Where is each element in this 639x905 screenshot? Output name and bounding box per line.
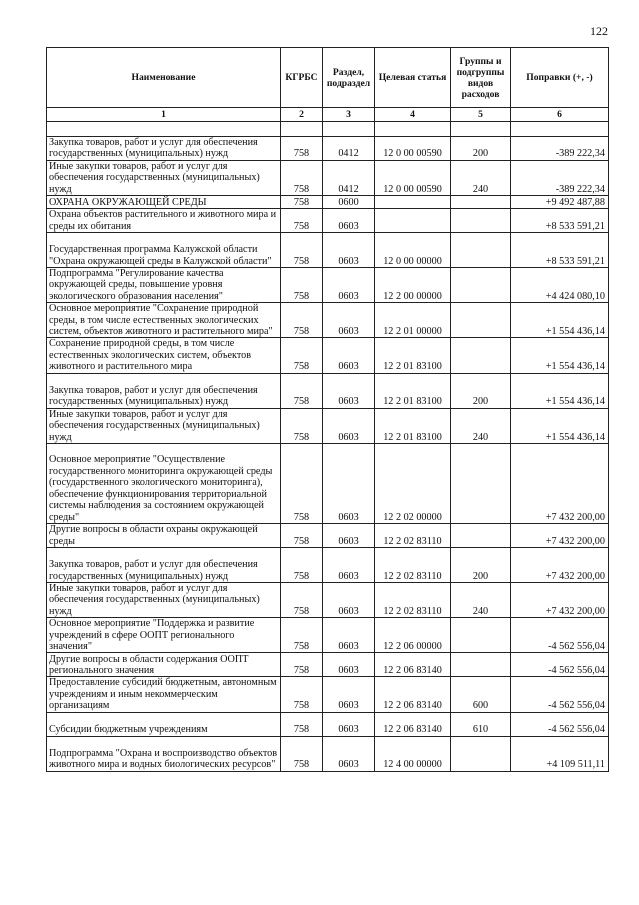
column-number: 1 — [47, 108, 281, 122]
row-target: 12 2 06 83140 — [375, 677, 451, 712]
table-row — [47, 408, 609, 443]
row-section: 0603 — [323, 373, 375, 408]
row-section: 0603 — [323, 547, 375, 582]
row-group — [451, 122, 511, 137]
row-group: 240 — [451, 160, 511, 195]
row-amount: +1 554 436,14 — [511, 303, 609, 338]
table-row — [47, 712, 609, 736]
row-kgrbs: 758 — [281, 303, 323, 338]
row-section: 0603 — [323, 408, 375, 443]
row-group: 600 — [451, 677, 511, 712]
row-group — [451, 653, 511, 677]
row-section: 0412 — [323, 137, 375, 161]
row-target: 12 2 02 83110 — [375, 523, 451, 547]
row-kgrbs: 758 — [281, 582, 323, 617]
row-group — [451, 196, 511, 209]
row-section: 0603 — [323, 653, 375, 677]
row-target: 12 2 02 83110 — [375, 547, 451, 582]
table-row — [47, 677, 609, 712]
table-row — [47, 373, 609, 408]
row-section: 0603 — [323, 209, 375, 233]
row-group — [451, 303, 511, 338]
row-section: 0603 — [323, 523, 375, 547]
header-section: Раздел, подраздел — [323, 48, 375, 108]
row-kgrbs: 758 — [281, 443, 323, 523]
table-row — [47, 618, 609, 653]
header-amendments: Поправки (+, -) — [511, 48, 609, 108]
table-row — [47, 443, 609, 523]
row-target: 12 2 01 00000 — [375, 303, 451, 338]
row-group — [451, 736, 511, 771]
row-kgrbs: 758 — [281, 160, 323, 195]
row-section: 0603 — [323, 618, 375, 653]
row-amount: +9 492 487,88 — [511, 196, 609, 209]
row-target: 12 2 02 00000 — [375, 443, 451, 523]
row-amount: +7 432 200,00 — [511, 547, 609, 582]
row-kgrbs: 758 — [281, 618, 323, 653]
row-group: 610 — [451, 712, 511, 736]
row-amount: +8 533 591,21 — [511, 233, 609, 268]
table-row — [47, 209, 609, 233]
row-kgrbs: 758 — [281, 209, 323, 233]
row-amount: -389 222,34 — [511, 137, 609, 161]
header-groups: Группы и подгруппы видов расходов — [451, 48, 511, 108]
column-number: 5 — [451, 108, 511, 122]
table-row — [47, 736, 609, 771]
row-group — [451, 209, 511, 233]
row-amount: -4 562 556,04 — [511, 618, 609, 653]
row-kgrbs: 758 — [281, 547, 323, 582]
table-row — [47, 547, 609, 582]
row-name: Государственная программа Калужской области "Охрана окружающей среды в Калужской области" — [47, 233, 281, 268]
row-section — [323, 122, 375, 137]
row-target: 12 2 01 83100 — [375, 373, 451, 408]
header-row — [47, 48, 609, 108]
row-kgrbs: 758 — [281, 523, 323, 547]
row-section: 0412 — [323, 160, 375, 195]
row-target: 12 0 00 00590 — [375, 137, 451, 161]
row-target — [375, 196, 451, 209]
table-body — [47, 122, 609, 772]
row-section: 0603 — [323, 677, 375, 712]
table-row — [47, 122, 609, 137]
row-target: 12 2 00 00000 — [375, 268, 451, 303]
row-name: Основное мероприятие "Поддержка и развитие учреждений в сфере ООПТ регионального значения" — [47, 618, 281, 653]
row-target — [375, 209, 451, 233]
row-name: Иные закупки товаров, работ и услуг для обеспечения государственных (муниципальных) нужд — [47, 160, 281, 195]
row-section: 0600 — [323, 196, 375, 209]
row-section: 0603 — [323, 268, 375, 303]
row-kgrbs: 758 — [281, 137, 323, 161]
table-row — [47, 268, 609, 303]
row-amount: -4 562 556,04 — [511, 677, 609, 712]
row-name: Подпрограмма "Регулирование качества окружающей среды, повышение уровня экологического образования населения" — [47, 268, 281, 303]
row-group: 200 — [451, 137, 511, 161]
row-name: Охрана объектов растительного и животного мира и среды их обитания — [47, 209, 281, 233]
table-row — [47, 160, 609, 195]
table-row — [47, 196, 609, 209]
row-amount: -4 562 556,04 — [511, 712, 609, 736]
row-amount: +4 109 511,11 — [511, 736, 609, 771]
row-section: 0603 — [323, 712, 375, 736]
row-name: ОХРАНА ОКРУЖАЮЩЕЙ СРЕДЫ — [47, 196, 281, 209]
table-row — [47, 233, 609, 268]
row-kgrbs: 758 — [281, 373, 323, 408]
row-name: Иные закупки товаров, работ и услуг для обеспечения государственных (муниципальных) нужд — [47, 582, 281, 617]
row-target: 12 2 06 83140 — [375, 712, 451, 736]
row-amount: +7 432 200,00 — [511, 582, 609, 617]
row-section: 0603 — [323, 338, 375, 373]
row-kgrbs: 758 — [281, 196, 323, 209]
table-row — [47, 653, 609, 677]
row-group — [451, 443, 511, 523]
table-row — [47, 137, 609, 161]
row-target: 12 2 01 83100 — [375, 338, 451, 373]
row-group: 240 — [451, 408, 511, 443]
row-kgrbs: 758 — [281, 653, 323, 677]
column-number: 2 — [281, 108, 323, 122]
row-kgrbs: 758 — [281, 736, 323, 771]
table-row — [47, 338, 609, 373]
row-name: Основное мероприятие "Осуществление государственного мониторинга окружающей среды (государственного экологического мониторинга), обеспечение функционирования территориальной системы наблюдения за состоянием окружающей среды" — [47, 443, 281, 523]
column-number: 6 — [511, 108, 609, 122]
column-number-row — [47, 108, 609, 122]
row-group — [451, 338, 511, 373]
row-amount: +1 554 436,14 — [511, 338, 609, 373]
row-amount — [511, 122, 609, 137]
table-row — [47, 303, 609, 338]
row-amount: +7 432 200,00 — [511, 523, 609, 547]
row-name: Закупка товаров, работ и услуг для обеспечения государственных (муниципальных) нужд — [47, 373, 281, 408]
row-kgrbs: 758 — [281, 408, 323, 443]
row-amount: +1 554 436,14 — [511, 408, 609, 443]
row-section: 0603 — [323, 443, 375, 523]
row-name — [47, 122, 281, 137]
row-kgrbs: 758 — [281, 712, 323, 736]
row-section: 0603 — [323, 736, 375, 771]
row-name: Другие вопросы в области содержания ООПТ регионального значения — [47, 653, 281, 677]
row-target: 12 2 02 83110 — [375, 582, 451, 617]
row-target: 12 2 06 00000 — [375, 618, 451, 653]
row-amount: +1 554 436,14 — [511, 373, 609, 408]
table-row — [47, 523, 609, 547]
table-row — [47, 582, 609, 617]
row-kgrbs: 758 — [281, 677, 323, 712]
row-kgrbs: 758 — [281, 233, 323, 268]
budget-table — [46, 47, 609, 772]
row-section: 0603 — [323, 303, 375, 338]
row-name: Подпрограмма "Охрана и воспроизводство объектов животного мира и водных биологических ресурсов" — [47, 736, 281, 771]
row-kgrbs: 758 — [281, 268, 323, 303]
row-target: 12 2 06 83140 — [375, 653, 451, 677]
row-amount: +8 533 591,21 — [511, 209, 609, 233]
row-amount: -389 222,34 — [511, 160, 609, 195]
header-name: Наименование — [47, 48, 281, 108]
row-group — [451, 618, 511, 653]
row-group — [451, 233, 511, 268]
row-amount: -4 562 556,04 — [511, 653, 609, 677]
header-kgrbs: КГРБС — [281, 48, 323, 108]
row-name: Иные закупки товаров, работ и услуг для обеспечения государственных (муниципальных) нужд — [47, 408, 281, 443]
column-number: 4 — [375, 108, 451, 122]
row-target: 12 0 00 00590 — [375, 160, 451, 195]
column-number: 3 — [323, 108, 375, 122]
row-target: 12 4 00 00000 — [375, 736, 451, 771]
row-name: Закупка товаров, работ и услуг для обеспечения государственных (муниципальных) нужд — [47, 547, 281, 582]
row-kgrbs: 758 — [281, 338, 323, 373]
row-group — [451, 268, 511, 303]
header-target: Целевая статья — [375, 48, 451, 108]
page-number: 122 — [590, 24, 608, 38]
row-name: Другие вопросы в области охраны окружающей среды — [47, 523, 281, 547]
row-name: Основное мероприятие "Сохранение природной среды, в том числе естественных экологических систем, объектов животного и растительного мира" — [47, 303, 281, 338]
row-kgrbs — [281, 122, 323, 137]
row-target — [375, 122, 451, 137]
row-group: 200 — [451, 547, 511, 582]
row-group — [451, 523, 511, 547]
row-target: 12 0 00 00000 — [375, 233, 451, 268]
row-group: 200 — [451, 373, 511, 408]
row-amount: +4 424 080,10 — [511, 268, 609, 303]
row-target: 12 2 01 83100 — [375, 408, 451, 443]
row-section: 0603 — [323, 233, 375, 268]
row-name: Сохранение природной среды, в том числе естественных экологических систем, объектов животного и растительного мира — [47, 338, 281, 373]
row-name: Предоставление субсидий бюджетным, автономным учреждениям и иным некоммерческим организациям — [47, 677, 281, 712]
row-group: 240 — [451, 582, 511, 617]
row-name: Закупка товаров, работ и услуг для обеспечения государственных (муниципальных) нужд — [47, 137, 281, 161]
row-section: 0603 — [323, 582, 375, 617]
row-amount: +7 432 200,00 — [511, 443, 609, 523]
row-name: Субсидии бюджетным учреждениям — [47, 712, 281, 736]
